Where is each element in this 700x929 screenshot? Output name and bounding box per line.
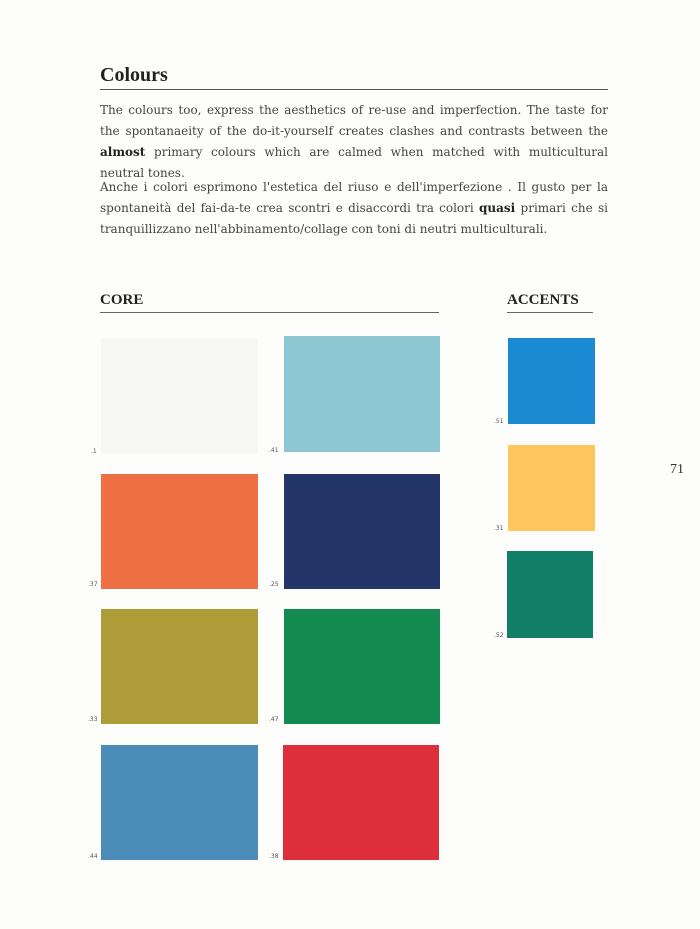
paragraph-italian-text-end: primari che si tranquillizzano nell'abbinamento/collage con toni di neutri multiculturali.: [100, 201, 609, 236]
paragraph-english-text-end: primary colours which are calmed when matched with multicultural neutral tones.: [100, 145, 608, 180]
swatch-code: .37: [88, 581, 98, 588]
core-heading: CORE: [100, 292, 144, 308]
core-divider: [100, 312, 439, 313]
paragraph-english-text: The colours too, express the aesthetics of re-use and imperfection. The taste for the spontanaeity of the do-it-yourself creates clashes and contrasts between the: [100, 103, 608, 138]
paragraph-english-bold: almost: [100, 145, 146, 159]
page-title: Colours: [100, 64, 168, 86]
title-divider: [100, 89, 608, 90]
swatch-code: .47: [269, 716, 279, 723]
swatch-code: .38: [269, 853, 279, 860]
accent-swatch: [507, 551, 593, 638]
accent-swatch: [508, 445, 595, 531]
core-swatch: [284, 609, 440, 724]
core-swatch: [101, 474, 258, 589]
core-swatch: [284, 474, 440, 589]
paragraph-italian: [100, 177, 608, 240]
core-swatch: [284, 336, 440, 452]
paragraph-italian-text: Anche i colori esprimono l'estetica del riuso e dell'imperfezione . Il gusto per la spontaneità del fai-da-te crea scontri e disaccordi tra colori: [100, 180, 608, 215]
swatch-code: .44: [88, 853, 98, 860]
swatch-code: .51: [494, 418, 504, 425]
accent-swatch: [508, 338, 595, 424]
swatch-code: .33: [88, 716, 98, 723]
swatch-code: .1: [91, 448, 97, 455]
accents-divider: [507, 312, 593, 313]
core-swatch: [283, 745, 439, 860]
swatch-code: .25: [269, 581, 279, 588]
page-number: 71: [670, 462, 684, 477]
paragraph-english: [100, 100, 608, 184]
swatch-code: .31: [494, 525, 504, 532]
core-swatch: [101, 338, 258, 454]
swatch-code: .41: [269, 447, 279, 454]
paragraph-italian-bold: quasi: [479, 201, 516, 215]
core-swatch: [101, 745, 258, 860]
accents-heading: ACCENTS: [507, 292, 579, 308]
core-swatch: [101, 609, 258, 724]
swatch-code: .52: [494, 632, 504, 639]
